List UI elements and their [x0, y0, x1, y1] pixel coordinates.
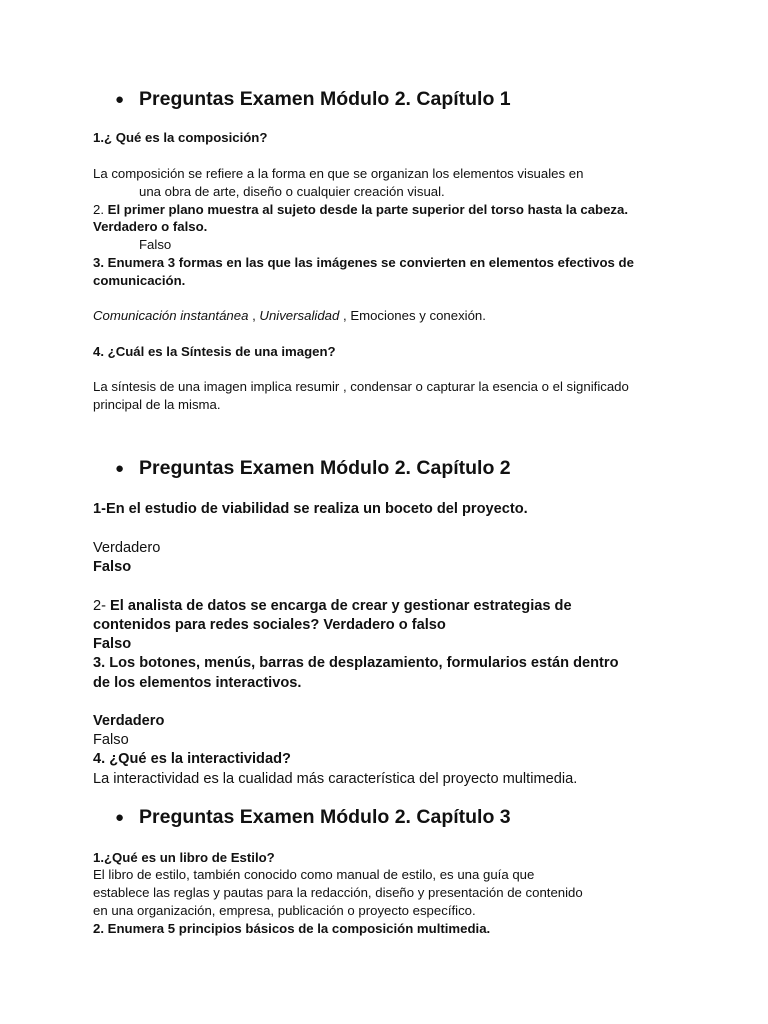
ch3-answer-1-line-3: en una organización, empresa, publicación o proyecto específico.: [93, 903, 476, 918]
ch1-question-2-number: 2.: [93, 202, 104, 217]
ch1-question-3-line-2: comunicación.: [93, 273, 186, 288]
ch1-answer-3-part-3: , Emociones y conexión.: [339, 308, 486, 323]
ch1-question-2-line-1: [93, 203, 628, 216]
ch2-question-4: 4. ¿Qué es la interactividad?: [93, 751, 291, 767]
ch2-answer-4: La interactividad es la cualidad más característica del proyecto multimedia.: [93, 771, 578, 787]
chapter-3-heading: Preguntas Examen Módulo 2. Capítulo 3: [139, 806, 511, 828]
chapter-1-heading: Preguntas Examen Módulo 2. Capítulo 1: [139, 88, 511, 110]
ch1-question-4: 4. ¿Cuál es la Síntesis de una imagen?: [93, 344, 336, 359]
ch3-question-1: 1.¿Qué es un libro de Estilo?: [93, 850, 275, 865]
ch2-question-2-text: El analista de datos se encarga de crear y gestionar estrategias de: [110, 598, 572, 614]
bullet-icon: ●: [115, 809, 125, 826]
ch1-answer-3: [93, 309, 486, 322]
ch2-question-1: 1-En el estudio de viabilidad se realiza un boceto del proyecto.: [93, 501, 528, 517]
ch1-question-3-line-1: 3. Enumera 3 formas en las que las imágenes se convierten en elementos efectivos de: [93, 255, 634, 270]
ch1-answer-1-line-1: La composición se refiere a la forma en que se organizan los elementos visuales en: [93, 166, 584, 181]
ch1-question-2-text: El primer plano muestra al sujeto desde la parte superior del torso hasta la cabeza.: [107, 202, 629, 217]
ch2-question-2-number: 2-: [93, 598, 106, 614]
ch1-answer-3-part-1: Comunicación instantánea: [93, 308, 249, 323]
bullet-icon: ●: [115, 460, 125, 477]
ch3-answer-1-line-1: El libro de estilo, también conocido como manual de estilo, es una guía que: [93, 867, 535, 882]
ch1-answer-4-line-2: principal de la misma.: [93, 397, 221, 412]
ch3-question-2: 2. Enumera 5 principios básicos de la composición multimedia.: [93, 921, 491, 936]
chapter-2-heading: Preguntas Examen Módulo 2. Capítulo 2: [139, 457, 511, 479]
ch2-option-true: Verdadero: [93, 540, 161, 556]
ch1-answer-3-part-2: Universalidad: [259, 308, 340, 323]
ch2-answer-2: Falso: [93, 636, 132, 652]
ch1-answer-1-line-2: una obra de arte, diseño o cualquier creación visual.: [139, 184, 445, 199]
ch2-question-2-line-1: [93, 599, 572, 614]
ch2-question-3-line-1: 3. Los botones, menús, barras de desplazamiento, formularios están dentro: [93, 655, 619, 671]
ch1-answer-4-line-1: La síntesis de una imagen implica resumir , condensar o capturar la esencia o el significado: [93, 379, 629, 394]
ch1-question-1: 1.¿ Qué es la composición?: [93, 130, 268, 145]
ch2-question-3-line-2: de los elementos interactivos.: [93, 675, 302, 691]
ch3-answer-1-line-2: establece las reglas y pautas para la redacción, diseño y presentación de contenido: [93, 885, 583, 900]
ch2-option-false: Falso: [93, 559, 132, 575]
ch1-answer-3-separator: ,: [248, 308, 260, 323]
ch1-answer-2: Falso: [139, 237, 172, 252]
ch2-question-2-line-2: contenidos para redes sociales? Verdadero o falso: [93, 617, 446, 633]
ch2-option-3-false: Falso: [93, 732, 129, 748]
ch1-question-2-line-2: Verdadero o falso.: [93, 219, 208, 234]
bullet-icon: ●: [115, 91, 125, 108]
ch2-option-3-true: Verdadero: [93, 713, 165, 729]
